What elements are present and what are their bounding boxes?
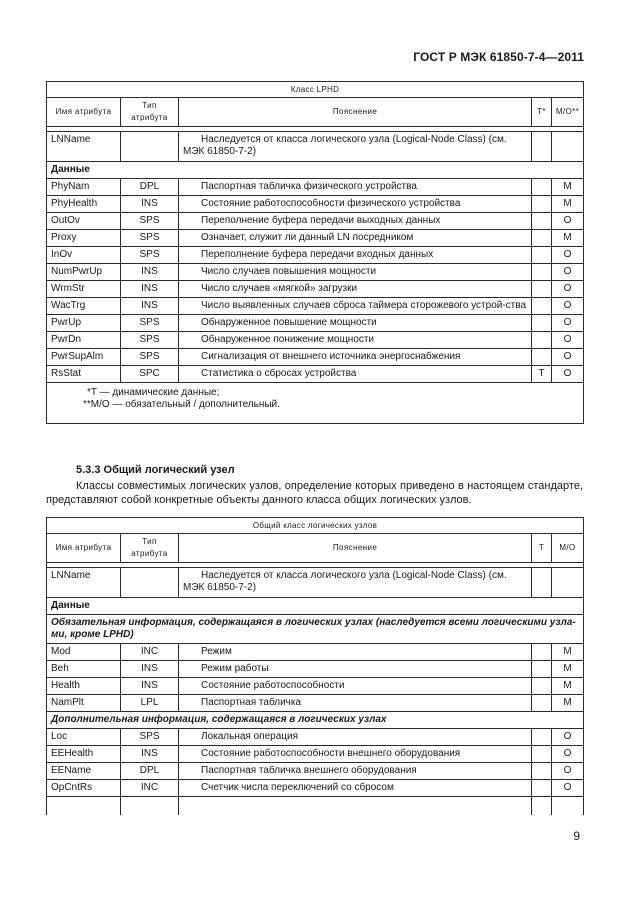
table-row: NumPwrUp INS Число случаев повышения мощности O: [47, 264, 584, 281]
col-header: Тип атрибута: [121, 534, 179, 563]
table-caption: Общий класс логических узлов: [47, 518, 584, 534]
table-row: WrmStr INS Число случаев «мягкой» загрузки O: [47, 281, 584, 298]
col-header: Пояснение: [179, 98, 532, 127]
table-row: PwrSupAlm SPS Сигнализация от внешнего источника энергоснабжения O: [47, 349, 584, 366]
col-header: T*: [532, 98, 552, 127]
table-lphd: [46, 81, 584, 424]
table-row: Proxy SPS Означает, служит ли данный LN посредником M: [47, 230, 584, 247]
data-section-label: Данные: [47, 162, 584, 179]
table-row: OutOv SPS Переполнение буфера передачи выходных данных O: [47, 213, 584, 230]
col-header: M/O: [552, 534, 584, 563]
table-caption: Класс LPHD: [47, 82, 584, 98]
col-header: Тип атрибута: [121, 98, 179, 127]
section-title: 5.3.3 Общий логический узел: [76, 464, 235, 476]
table-row: PwrDn SPS Обнаруженное понижение мощности O: [47, 332, 584, 349]
table-row: PhyNam DPL Паспортная табличка физического устройства M: [47, 179, 584, 196]
table-row: PwrUp SPS Обнаруженное повышение мощности O: [47, 315, 584, 332]
table-row: Health INS Состояние работоспособности M: [47, 678, 584, 695]
data-section-label: Данные: [47, 598, 584, 615]
table-row: Loc SPS Локальная операция O: [47, 729, 584, 746]
mandatory-info-label: Обязательная информация, содержащаяся в логических узлах (наследуется всеми логическими узла-ми, кроме LPHD): [47, 615, 584, 644]
table-row: EEHealth INS Состояние работоспособности внешнего оборудования O: [47, 746, 584, 763]
section-paragraph: Классы совместимых логических узлов, определение которых приведено в настоящем стандарте, представляют собой конкретные объекты данного класса общих логических узлов.: [46, 480, 583, 506]
table-row: InOv SPS Переполнение буфера передачи входных данных O: [47, 247, 584, 264]
table-row: Beh INS Режим работы M: [47, 661, 584, 678]
col-header: Пояснение: [179, 534, 532, 563]
document-code: ГОСТ Р МЭК 61850-7-4—2011: [413, 50, 584, 64]
table-notes: *T — динамические данные; **M/O — обязательный / дополнительный.: [47, 383, 584, 424]
col-header: T: [532, 534, 552, 563]
col-header: Имя атрибута: [47, 534, 121, 563]
col-header: Имя атрибута: [47, 98, 121, 127]
table-row: OpCntRs INC Счетчик числа переключений со сбросом O: [47, 780, 584, 797]
table-row: WacTrg INS Число выявленных случаев сброса таймера сторожевого устрой-ства O: [47, 298, 584, 315]
table-row: EEName DPL Паспортная табличка внешнего оборудования O: [47, 763, 584, 780]
optional-info-label: Дополнительная информация, содержащаяся в логических узлах: [47, 712, 584, 729]
table-common-ln: [46, 517, 584, 815]
col-header: M/O**: [552, 98, 584, 127]
page-number: 9: [573, 829, 580, 843]
table-row: LNName Наследуется от класса логического узла (Logical-Node Class) (см. МЭК 61850-7-2): [47, 568, 584, 598]
table-row: NamPlt LPL Паспортная табличка M: [47, 695, 584, 712]
table-row: LNName Наследуется от класса логического узла (Logical-Node Class) (см. МЭК 61850-7-2): [47, 132, 584, 162]
table-row: Mod INC Режим M: [47, 644, 584, 661]
table-row: RsStat SPC Статистика о сбросах устройства T O: [47, 366, 584, 383]
table-row: PhyHealth INS Состояние работоспособности физического устройства M: [47, 196, 584, 213]
